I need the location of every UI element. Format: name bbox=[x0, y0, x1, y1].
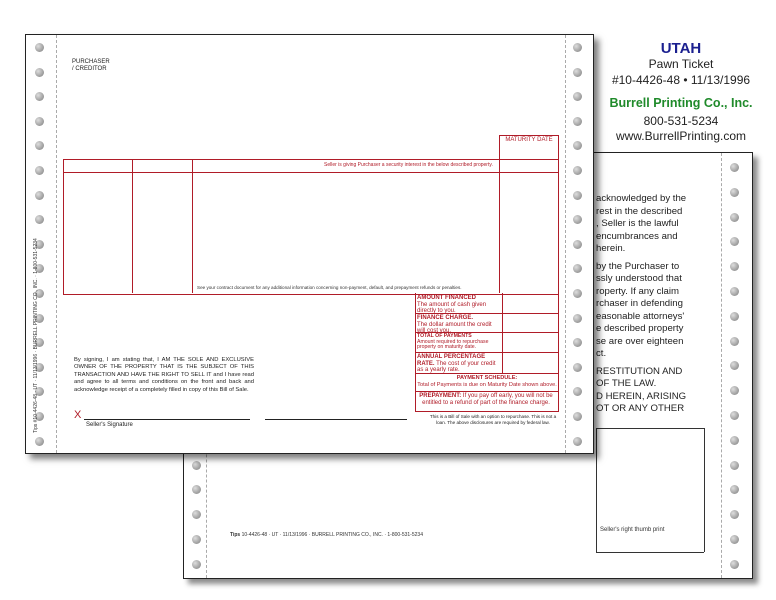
tractor-hole bbox=[730, 188, 739, 197]
front-side-text: Tips #10-4426-48 · UT · 11/13/1996 · BURRELL PRINTING CO., INC. · 1-800-531-5234 bbox=[33, 238, 39, 433]
tractor-hole bbox=[573, 387, 582, 396]
tractor-hole bbox=[35, 215, 44, 224]
seller-statement: By signing, I am stating that, I AM THE SOLE AND EXCLUSIVE OWNER OF THE PROPERTY THAT IS THE SUBJECT OF THIS TRANSACTION AND HAVE THE RIGHT TO SELL IT and I have read and agree to all terms and conditions on the front and back and acknowledge receipt of a completely filled in copy of this Bill of Sale. bbox=[74, 357, 254, 393]
back-terms-text bbox=[596, 193, 686, 416]
tractor-hole bbox=[573, 191, 582, 200]
signature-label: Seller's Signature bbox=[86, 422, 133, 428]
back-terms-line: acknowledged by the bbox=[596, 193, 687, 204]
tractor-hole bbox=[573, 92, 582, 101]
tractor-hole bbox=[573, 68, 582, 77]
tractor-hole bbox=[730, 386, 739, 395]
back-terms-line: se are over eighteen bbox=[596, 335, 684, 347]
tractor-hole bbox=[573, 141, 582, 150]
amount-financed-cell bbox=[415, 294, 503, 316]
form-number: #10-4426-48 • 11/13/1996 bbox=[611, 73, 751, 87]
tractor-hole bbox=[730, 337, 739, 346]
tractor-hole bbox=[35, 68, 44, 77]
payment-schedule-title: PAYMENT SCHEDULE: bbox=[456, 375, 518, 381]
finance-charge-body: The dollar amount the credit will cost you. bbox=[417, 321, 492, 334]
tractor-hole bbox=[573, 215, 582, 224]
back-terms-line: by the Purchaser to bbox=[596, 260, 680, 272]
tractor-hole bbox=[730, 213, 739, 222]
tractor-hole bbox=[35, 117, 44, 126]
tractor-hole bbox=[730, 237, 739, 246]
tractor-hole bbox=[192, 560, 201, 569]
creditor-label: / CREDITOR bbox=[72, 66, 107, 72]
total-payments-body: Amount required to repurchase property on maturity date. bbox=[417, 338, 489, 351]
prepayment-cell bbox=[415, 392, 557, 407]
security-interest-text: Seller is giving Purchaser a security interest in the below described property. bbox=[324, 162, 493, 168]
amount-financed-body: The amount of cash given directly to you. bbox=[417, 301, 487, 314]
tractor-hole bbox=[730, 461, 739, 470]
tractor-hole bbox=[573, 437, 582, 446]
back-terms-line: e described property bbox=[596, 323, 684, 334]
thumb-print-box bbox=[596, 428, 705, 553]
front-sheet bbox=[25, 34, 594, 454]
back-terms-line: ct. bbox=[596, 348, 607, 359]
maturity-date-label: MATURITY DATE bbox=[505, 137, 553, 143]
tractor-hole bbox=[730, 535, 739, 544]
payment-schedule-cell bbox=[415, 374, 559, 389]
tractor-hole bbox=[730, 361, 739, 370]
tractor-hole bbox=[192, 535, 201, 544]
back-terms-line: rchaser in defending bbox=[596, 298, 683, 309]
thumb-print-label: Seller's right thumb print bbox=[600, 527, 665, 533]
tractor-hole bbox=[35, 166, 44, 175]
back-terms-line: RESTITUTION AND bbox=[596, 365, 683, 377]
tractor-hole bbox=[573, 117, 582, 126]
tractor-hole bbox=[573, 289, 582, 298]
tractor-hole bbox=[730, 411, 739, 420]
tractor-hole bbox=[730, 510, 739, 519]
tractor-hole bbox=[730, 262, 739, 271]
tractor-hole bbox=[730, 163, 739, 172]
tractor-hole bbox=[730, 560, 739, 569]
tractor-hole bbox=[192, 510, 201, 519]
bill-of-sale-note: This is a Bill of Sale with an option to repurchase. This is not a loan. The above disclosures are required by federal law. bbox=[429, 414, 557, 425]
payment-schedule-body: Total of Payments is due on Maturity Date shown above. bbox=[417, 381, 557, 388]
property-table bbox=[63, 159, 559, 295]
property-table-header-rule bbox=[63, 172, 559, 173]
back-terms-line: herein. bbox=[596, 243, 626, 254]
col-rule-1 bbox=[132, 159, 133, 293]
back-terms-line: encumbrances and bbox=[596, 230, 678, 242]
state-title: UTAH bbox=[660, 40, 702, 57]
amount-financed-title: AMOUNT FINANCED bbox=[417, 295, 476, 301]
back-terms-line: OT OR ANY OTHER bbox=[596, 403, 685, 414]
apr-cell bbox=[415, 353, 503, 375]
tractor-hole bbox=[573, 412, 582, 421]
apr-body: The cost of your credit as a yearly rate. bbox=[417, 360, 496, 373]
contract-note: See your contract document for any additional information concerning non-payment, default, and prepayment refunds or penalties. bbox=[197, 285, 462, 290]
tractor-hole bbox=[573, 314, 582, 323]
purchaser-label: PURCHASER bbox=[72, 59, 110, 65]
purchaser-label-block bbox=[72, 59, 110, 73]
back-terms-line: rest in the described bbox=[596, 205, 683, 217]
tractor-hole bbox=[573, 240, 582, 249]
company-phone: 800-531-5234 bbox=[643, 114, 719, 128]
tractor-hole bbox=[730, 287, 739, 296]
tractor-hole bbox=[192, 485, 201, 494]
signature-mark: X bbox=[74, 409, 82, 421]
tractor-hole bbox=[730, 436, 739, 445]
tractor-hole bbox=[573, 338, 582, 347]
back-terms-line: roperty. If any claim bbox=[596, 285, 679, 297]
tractor-hole bbox=[573, 363, 582, 372]
tractor-hole bbox=[35, 141, 44, 150]
tractor-hole bbox=[730, 312, 739, 321]
tractor-hole bbox=[573, 43, 582, 52]
company-name: Burrell Printing Co., Inc. bbox=[609, 96, 753, 110]
tractor-hole bbox=[730, 485, 739, 494]
back-terms-line: , Seller is the lawful bbox=[596, 218, 679, 229]
back-terms-line: OF THE LAW. bbox=[596, 378, 657, 389]
prepayment-body: If you pay off early, you will not be entitled to a refund of part of the finance charge. bbox=[422, 393, 553, 406]
col-rule-2 bbox=[192, 159, 193, 293]
tractor-hole bbox=[573, 166, 582, 175]
front-right-perforation bbox=[565, 35, 566, 453]
back-footer bbox=[230, 532, 423, 538]
company-website: www.BurrellPrinting.com bbox=[615, 129, 747, 143]
tractor-hole bbox=[573, 264, 582, 273]
back-terms-line: ssly understood that bbox=[596, 273, 682, 284]
prepayment-title: PREPAYMENT: bbox=[419, 393, 462, 399]
back-terms-line: easonable attorneys' bbox=[596, 310, 685, 322]
finance-charge-title: FINANCE CHARGE. bbox=[417, 315, 474, 321]
maturity-date-box bbox=[499, 135, 559, 160]
thumb-print-box-edge bbox=[704, 428, 705, 552]
back-right-perforation bbox=[721, 153, 722, 578]
back-footer-prefix: Tips bbox=[230, 532, 241, 538]
apr-title: ANNUAL PERCENTAGE RATE. bbox=[417, 354, 486, 367]
form-name: Pawn Ticket bbox=[648, 57, 714, 71]
col-rule-3 bbox=[499, 159, 500, 293]
total-payments-title: TOTAL OF PAYMENTS bbox=[417, 333, 472, 339]
front-left-perforation bbox=[56, 35, 57, 453]
signature-line[interactable] bbox=[84, 419, 250, 420]
tractor-hole bbox=[192, 461, 201, 470]
tractor-hole bbox=[35, 43, 44, 52]
tractor-hole bbox=[35, 437, 44, 446]
back-terms-line: D HEREIN, ARISING bbox=[596, 390, 687, 402]
tractor-hole bbox=[35, 92, 44, 101]
second-signature-line[interactable] bbox=[265, 419, 407, 420]
product-info bbox=[596, 40, 766, 144]
tractor-hole bbox=[35, 191, 44, 200]
back-footer-text: 10-4426-48 · UT · 11/13/1996 · BURRELL PRINTING CO., INC. · 1-800-531-5234 bbox=[241, 532, 423, 538]
total-payments-cell bbox=[415, 333, 503, 352]
thumb-print-box-bottom bbox=[596, 552, 704, 553]
